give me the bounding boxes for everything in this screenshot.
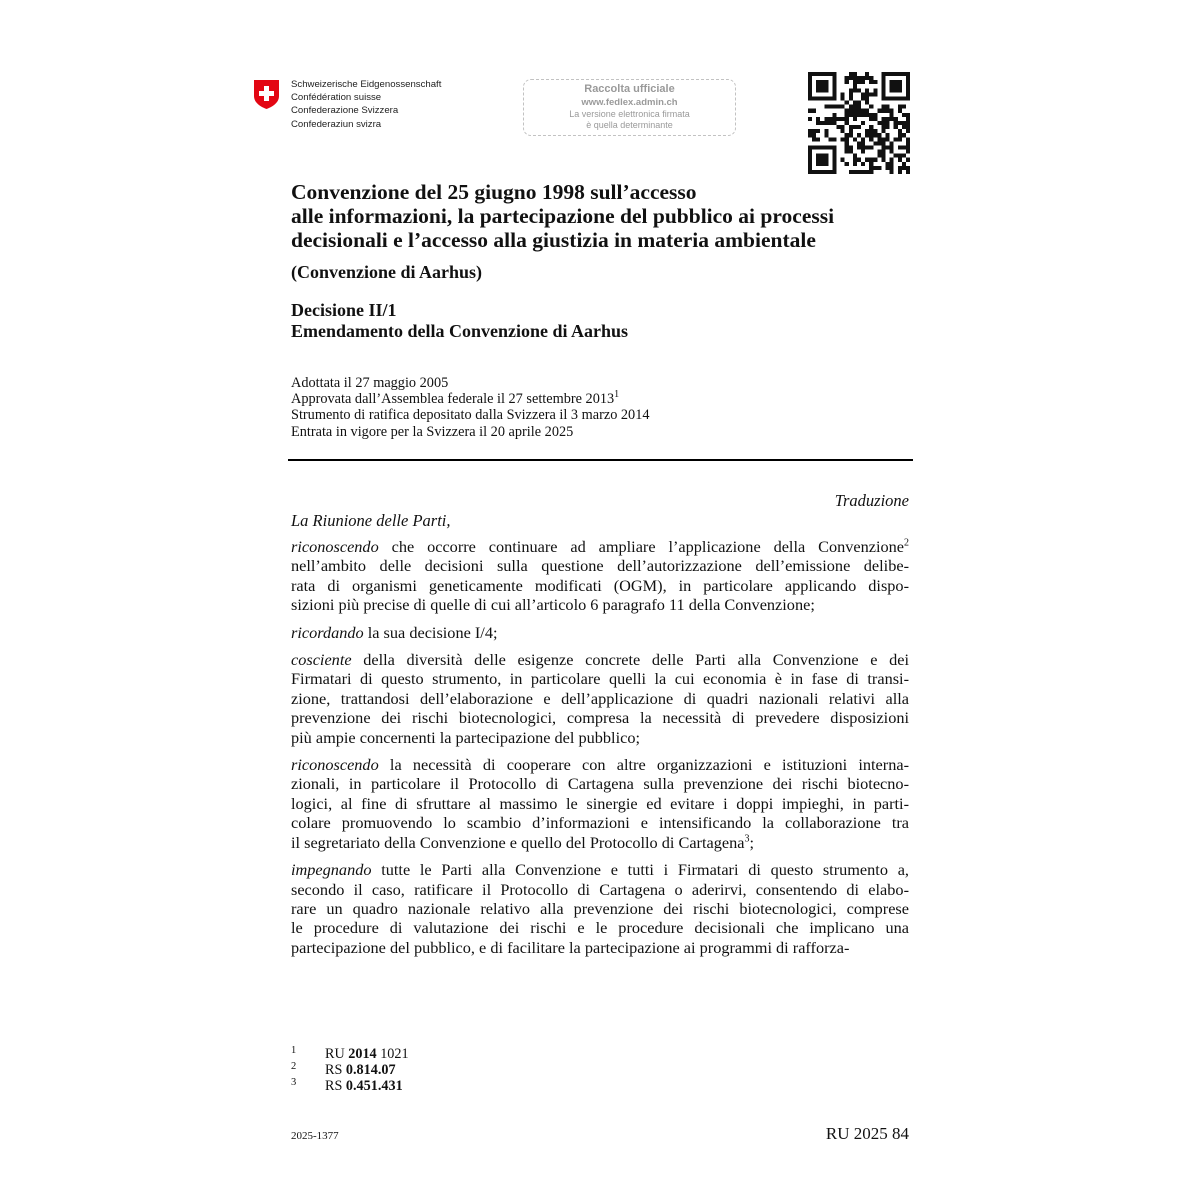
- qr-code-icon: [808, 72, 910, 174]
- footnote-prefix: RS: [325, 1062, 346, 1079]
- line-punctuation: ;: [749, 832, 754, 852]
- line-text: Firmatari di questo strumento, in particolare quelli la cui economia è in fase di transi-: [291, 669, 909, 689]
- line-text: la necessità di cooperare con altre organizzazioni e istituzioni interna-: [378, 755, 909, 775]
- footnote-ref[interactable]: 2: [904, 537, 909, 549]
- footnote: [291, 1046, 409, 1062]
- line-text: partecipazione del pubblico, e di facilitare la partecipazione ai programmi di rafforza-: [291, 937, 850, 957]
- footnote-number-bold: 2014: [348, 1046, 377, 1062]
- line-text: zionali, in particolare il Protocollo di Cartagena sulla prevenzione dei rischi biotecno-: [291, 774, 909, 794]
- paragraph-line: [291, 880, 909, 899]
- paragraph-line: [291, 794, 909, 813]
- line-text: che occorre continuare ad ampliare l’applicazione della Convenzione: [378, 537, 904, 556]
- line-text: tutte le Parti alla Convenzione e tutti i Firmatari di questo strumento a,: [371, 860, 909, 880]
- paragraph-line: [291, 650, 909, 669]
- ratification-date: Strumento di ratifica depositato dalla Svizzera il 3 marzo 2014: [291, 407, 650, 424]
- line-text: le procedure di valutazione dei rischi e le procedure decisionali che implicano una: [291, 918, 909, 938]
- adopted-date: Adottata il 27 maggio 2005: [291, 375, 449, 391]
- footnote-number-bold: 0.451.431: [345, 1078, 403, 1095]
- agency-line-fr: Confédération suisse: [291, 92, 382, 104]
- meeting-intro: La Riunione delle Parti,: [291, 511, 451, 530]
- line-text: logici, al fine di sfruttare al massimo le sinergie ed evitare i doppi impieghi, in parti-: [291, 793, 909, 813]
- stamp-note-1: La versione elettronica firmata: [569, 109, 690, 119]
- footnote-ref[interactable]: 1: [614, 389, 620, 401]
- line-text: nell’ambito delle decisioni sulla questione dell’autorizzazione dell’emissione delibe-: [291, 556, 909, 576]
- agency-line-de: Schweizerische Eidgenossenschaft: [291, 79, 442, 90]
- paragraph-line: [291, 623, 909, 642]
- paragraph-line: [291, 899, 909, 918]
- paragraph-line: [291, 918, 909, 937]
- preamble-paragraph: [291, 860, 909, 957]
- title-line: alle informazioni, la partecipazione del pubblico ai processi: [291, 204, 835, 228]
- preamble-body: [291, 537, 909, 965]
- decision-heading: [291, 300, 628, 342]
- preamble-paragraph: [291, 755, 909, 852]
- decision-number: Decisione II/1: [291, 300, 397, 320]
- line-text: più ampie concernenti la partecipazione del pubblico;: [291, 727, 640, 747]
- footnotes: [291, 1046, 409, 1095]
- dates-block: [291, 375, 650, 440]
- footnote-number: 2: [291, 1061, 297, 1073]
- document-code: 2025-1377: [291, 1130, 339, 1142]
- in-force-date: Entrata in vigore per la Svizzera il 20 aprile 2025: [291, 423, 574, 440]
- footnote-number: 1: [291, 1045, 297, 1056]
- paragraph-line: [291, 813, 909, 832]
- footnote-prefix: RS: [325, 1078, 346, 1095]
- paragraph-line: [291, 556, 909, 575]
- paragraph-verb: riconoscendo: [291, 755, 379, 775]
- document-subtitle: (Convenzione di Aarhus): [291, 262, 483, 282]
- paragraph-verb: impegnando: [291, 860, 372, 880]
- official-reference: RU 2025 84: [825, 1124, 909, 1143]
- footnote-number: 3: [291, 1077, 297, 1089]
- official-collection-stamp: [523, 79, 736, 136]
- footnote-prefix: RU: [325, 1046, 349, 1062]
- line-text: rare un quadro nazionale relativo alla prevenzione dei rischi biotecnologici, comprese: [291, 898, 909, 918]
- preamble-paragraph: [291, 623, 909, 642]
- paragraph-line: [291, 708, 909, 727]
- paragraph-line: [291, 689, 909, 708]
- title-line: decisionali e l’accesso alla giustizia in materia ambientale: [291, 228, 816, 252]
- title-line: Convenzione del 25 giugno 1998 sull’accesso: [291, 180, 697, 204]
- line-text: secondo il caso, ratificare il Protocollo di Cartagena o aderirvi, consentendo di elabo-: [291, 879, 909, 899]
- paragraph-line: [291, 755, 909, 774]
- line-text: rata di organismi geneticamente modificati (OGM), in particolare applicando dispo-: [291, 575, 909, 595]
- paragraph-line: [291, 938, 909, 957]
- agency-line-it: Confederazione Svizzera: [291, 105, 399, 117]
- line-text: della diversità delle esigenze concrete delle Parti alla Convenzione e dei: [351, 650, 909, 670]
- footnote-number-bold: 0.814.07: [345, 1062, 396, 1079]
- line-text: zione, trattandosi dell’elaborazione e dell’applicazione di quadri nazionali relativi alla: [291, 688, 909, 708]
- translation-label: Traduzione: [834, 491, 909, 510]
- paragraph-line: [291, 669, 909, 688]
- stamp-title: Raccolta ufficiale: [584, 83, 675, 95]
- paragraph-verb: riconoscendo: [291, 537, 379, 556]
- preamble-paragraph: [291, 537, 909, 615]
- footnote-ref[interactable]: 3: [744, 833, 750, 845]
- line-text: prevenzione dei rischi biotecnologici, compresa la necessità di prevedere disposizioni: [291, 708, 909, 728]
- line-text: sizioni più precise di quelle di cui all’articolo 6 paragrafo 11 della Convenzione;: [291, 595, 815, 615]
- divider: [288, 459, 913, 461]
- line-text: colare promuovendo lo scambio d’informazioni e intensificando la collaborazione tra: [291, 813, 909, 833]
- approved-date: Approvata dall’Assemblea federale il 27 settembre 2013: [291, 391, 615, 408]
- footnote-suffix: 1021: [376, 1046, 409, 1062]
- swiss-cross-icon: [253, 79, 280, 110]
- paragraph-line: [291, 576, 909, 595]
- paragraph-line: [291, 833, 909, 852]
- footnote: [291, 1078, 409, 1094]
- preamble-paragraph: [291, 650, 909, 747]
- paragraph-line: [291, 595, 909, 614]
- paragraph-verb: cosciente: [291, 650, 352, 670]
- paragraph-line: [291, 860, 909, 879]
- stamp-note-2: è quella determinante: [586, 120, 673, 130]
- approved-date-line: [291, 391, 650, 407]
- paragraph-verb: ricordando: [291, 622, 364, 642]
- agency-names: [291, 78, 441, 131]
- footnote: [291, 1062, 409, 1078]
- paragraph-line: [291, 774, 909, 793]
- line-text: il segretariato della Convenzione e quello del Protocollo di Cartagena: [291, 832, 745, 852]
- agency-line-rm: Confederaziun svizra: [291, 118, 382, 130]
- line-text: la sua decisione I/4;: [363, 622, 498, 642]
- document-title: [291, 180, 931, 252]
- paragraph-line: [291, 728, 909, 747]
- stamp-url: www.fedlex.admin.ch: [581, 97, 678, 108]
- paragraph-line: [291, 537, 909, 556]
- decision-title: Emendamento della Convenzione di Aarhus: [291, 321, 629, 341]
